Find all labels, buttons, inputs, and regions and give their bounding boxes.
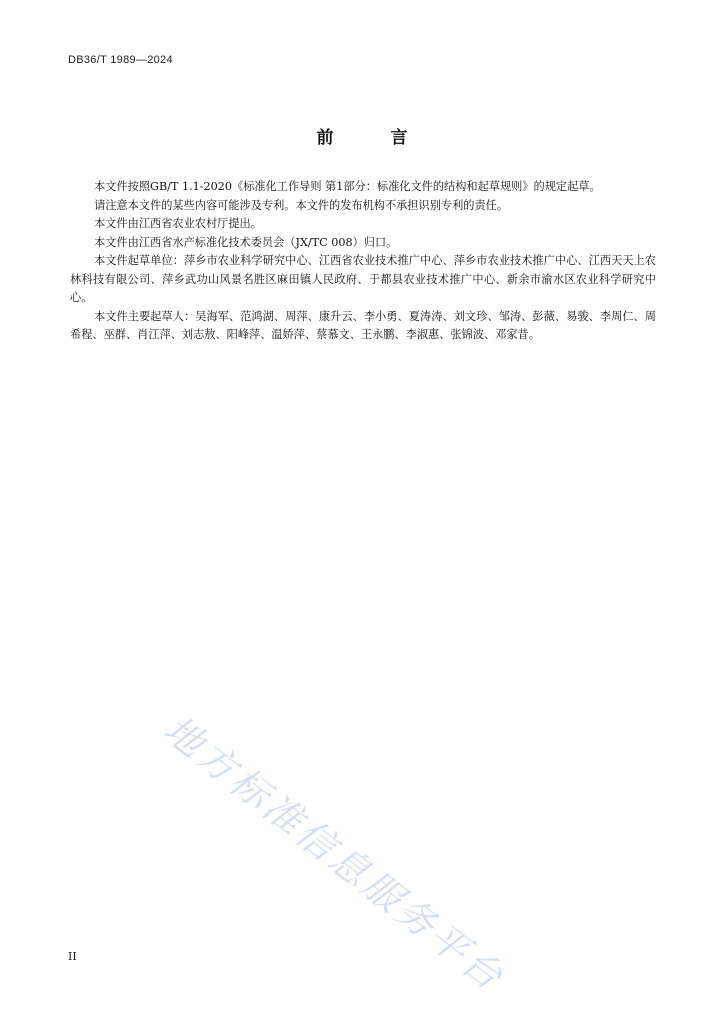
paragraph-drafters: 本文件主要起草人：吴海军、范鸿湖、周萍、康升云、李小勇、夏涛涛、刘文珍、邹涛、彭薇、易骏、李周仁、周希程、巫群、肖江萍、刘志敖、阳峰萍、温娇萍、蔡慕文、王永鹏、李淑惠、张锦波、邓家昔。 (70, 309, 656, 341)
watermark-text: 地方标准信息服务平台 (155, 707, 514, 1001)
paragraph-drafting-rules: 本文件按照GB/T 1.1-2020《标准化工作导则 第1部分：标准化文件的结构和起草规则》的规定起草。 (94, 180, 601, 193)
paragraph-patent-notice: 请注意本文件的某些内容可能涉及专利。本文件的发布机构不承担识别专利的责任。 (94, 198, 509, 212)
paragraph-proposer: 本文件由江西省农业农村厅提出。 (94, 217, 262, 230)
page-title: 前 言 (316, 128, 428, 148)
paragraph-drafting-units: 本文件起草单位：萍乡市农业科学研究中心、江西省农业技术推广中心、萍乡市农业技术推广中心、江西天天上农林科技有限公司、萍乡武功山风景名胜区麻田镇人民政府、于都县农业技术推广中心、新余市渝水区农业科学研究中心。 (70, 254, 656, 304)
paragraph-committee: 本文件由江西省水产标准化技术委员会（JX/TC 008）归口。 (94, 235, 398, 249)
page-number: II (68, 950, 77, 963)
foreword-body (70, 178, 656, 345)
document-code: DB36/T 1989—2024 (68, 54, 173, 66)
